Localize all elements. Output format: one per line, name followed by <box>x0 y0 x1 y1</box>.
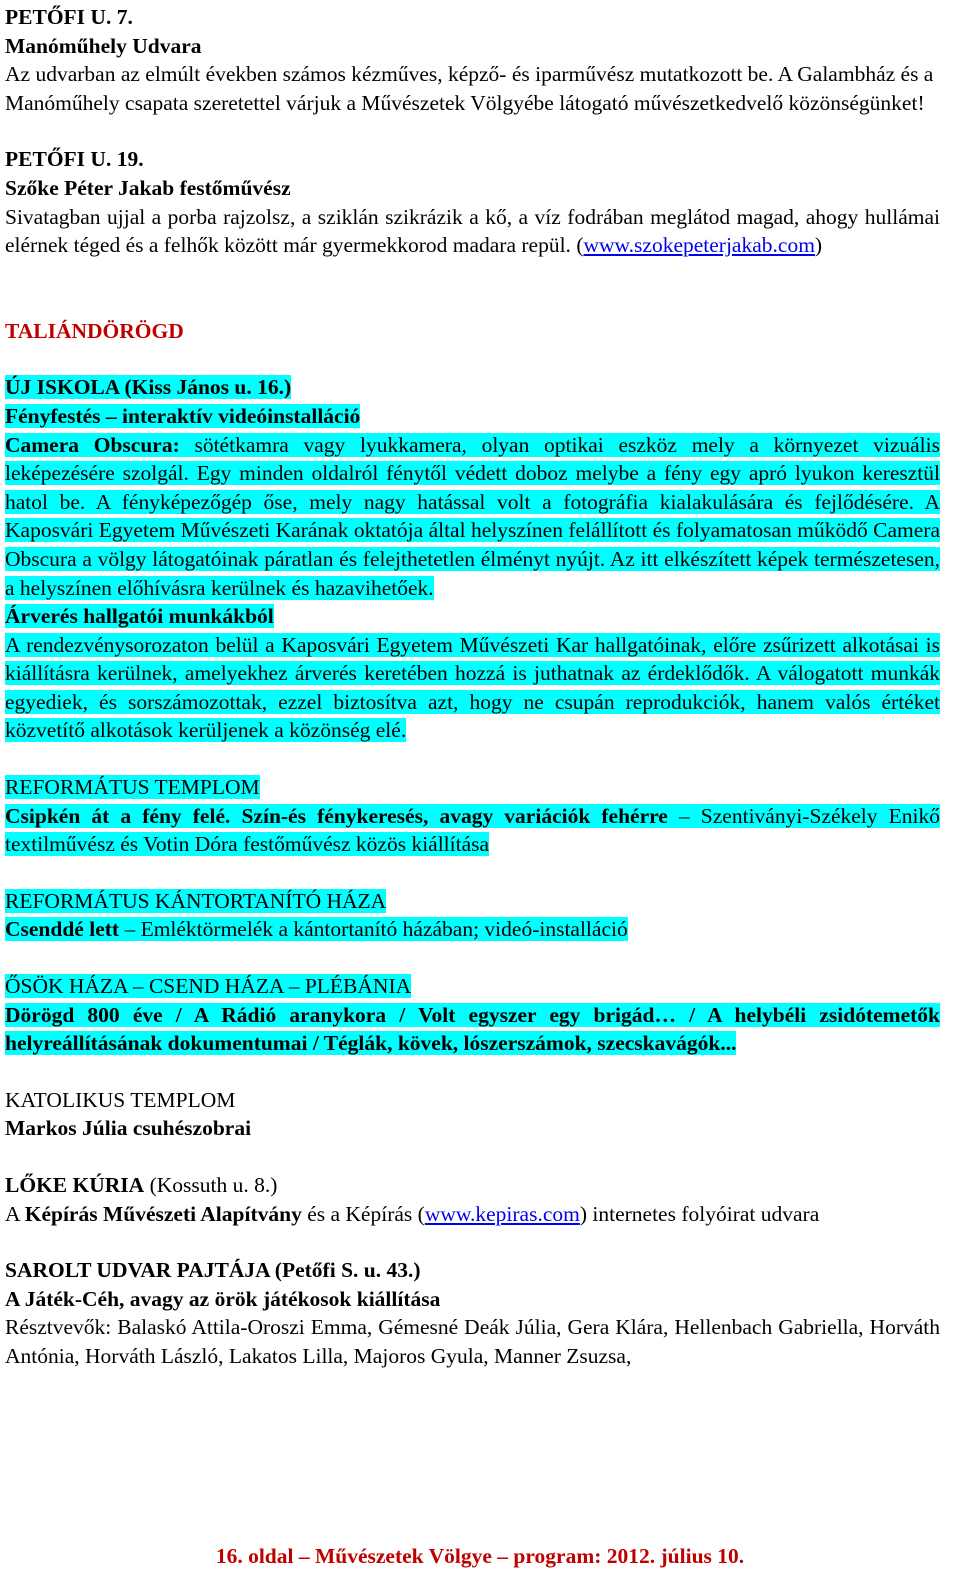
section-heading-sarolt: SAROLT UDVAR PAJTÁJA (Petőfi S. u. 43.) <box>5 1258 421 1283</box>
section-title-markos: Markos Júlia csuhészobrai <box>5 1116 252 1141</box>
document-page <box>5 3 940 1371</box>
section-title-fenyfestes: Fényfestés – interaktív videóinstalláció <box>5 403 361 428</box>
section-text-szoke: Sivatagban ujjal a porba rajzolsz, a sziklán szikrázik a kő, a víz fodrában meglátod magad, ahogy hullámai elérnek téged és a felhők között már gyermekkorod madara repül. (www.szokepeterjakab.com) <box>5 204 940 258</box>
kantortanito-exhibition: Csenddé lett – Emléktörmelék a kántortanító házában; videó-installáció <box>5 917 628 942</box>
section-heading-katolikus: KATOLIKUS TEMPLOM <box>5 1087 236 1112</box>
osok-haza-exhibitions: Dörögd 800 éve / A Rádió aranykora / Volt egyszer egy brigád… / A helybéli zsidótemetők helyreállításának dokumentumai / Téglák, kövek, lószerszámok, szecskavágók... <box>5 1002 940 1056</box>
page-footer: 16. oldal – Művészetek Völgye – program: 2012. július 10. <box>215 1544 745 1568</box>
section-title-manomuhely: Manóműhely Udvara <box>5 33 202 58</box>
village-heading: TALIÁNDÖRÖGD <box>5 318 184 343</box>
section-heading-reformatus: REFORMÁTUS TEMPLOM <box>5 775 260 800</box>
section-heading-osok-haza: ŐSÖK HÁZA – CSEND HÁZA – PLÉBÁNIA <box>5 974 412 999</box>
participants-text: Résztvevők: Balaskó Attila-Oroszi Emma, Gémesné Deák Júlia, Gera Klára, Hellenbach Gabriella, Horváth Antónia, Horváth László, Lakatos Lilla, Majoros Gyula, Manner Zsuzsa, <box>5 1315 940 1368</box>
szoke-description: Sivatagban ujjal a porba rajzolsz, a sziklán szikrázik a kő, a víz fodrában meglátod magad, ahogy hullámai elérnek téged és a felhők között már gyermekkorod madara repül. <box>5 204 940 258</box>
szoke-website-link[interactable]: www.szokepeterjakab.com <box>583 233 815 258</box>
loke-kuria-text: A Képírás Művészeti Alapítvány és a Képírás (www.kepiras.com) internetes folyóirat udvara <box>5 1201 820 1226</box>
reformatus-exhibition: Csipkén át a fény felé. Szín-és fénykeresés, avagy variációk fehérre – Szentiványi-Székely Enikő textilművész és Votin Dóra festőművész közös kiállítása <box>5 803 940 857</box>
kepiras-foundation: Képírás Művészeti Alapítvány <box>24 1201 302 1226</box>
section-title-arveres: Árverés hallgatói munkákból <box>5 604 274 629</box>
section-heading-petofi-19: PETŐFI U. 19. <box>5 147 144 172</box>
section-title-jatek-ceh: A Játék-Céh, avagy az örök játékosok kiállítása <box>5 1286 441 1311</box>
kepiras-website-link[interactable]: www.kepiras.com <box>424 1201 580 1226</box>
auction-text: A rendezvénysorozaton belül a Kaposvári Egyetem Művészeti Kar hallgatóinak, előre zsűrizett alkotásai is kiállításra kerülnek, amelyekhez árverés keretében hozzá is juthatnak az érdeklődők. A válogatott munkák egyediek, és sorszámozottak, ezzel biztosítva azt, hogy ne csupán reprodukciók, hanem valós értéket közvetítő alkotások kerüljenek a közönség elé. <box>5 632 940 743</box>
section-heading-kantortanito: REFORMÁTUS KÁNTORTANÍTÓ HÁZA <box>5 888 387 913</box>
section-heading-loke-kuria: LŐKE KÚRIA (Kossuth u. 8.) <box>5 1173 278 1197</box>
section-heading-petofi-7: PETŐFI U. 7. <box>5 5 133 29</box>
section-text-manomuhely: Az udvarban az elmúlt években számos kézműves, képző- és iparművész mutatkozott be. A Galambház és a Manóműhely csapata szeretettel várjuk a Művészetek Völgyébe látogató művészetkedvelő közönségünket! <box>5 62 934 115</box>
section-heading-uj-iskola: ÚJ ISKOLA (Kiss János u. 16.) <box>5 375 292 400</box>
section-title-szoke: Szőke Péter Jakab festőművész <box>5 175 291 200</box>
camera-obscura-text: Camera Obscura: sötétkamra vagy lyukkamera, olyan optikai eszköz mely a környezet vizuális leképezésére szolgál. Egy minden oldalról fénytől védett doboz melybe a fény egy apró lyukon keresztül hatol be. A fényképezőgép őse, mely nagy hatással volt a fotográfia kialakulására és fejlődésére. A Kaposvári Egyetem Művészeti Karának oktatója által helyszínen felállított és folyamatosan működő Camera Obscura a völgy látogatóinak páratlan és felejthetetlen élményt nyújt. Az itt elkészített képek természetesen, a helyszínen előhívásra kerülnek és hazavihetőek. <box>5 432 940 600</box>
